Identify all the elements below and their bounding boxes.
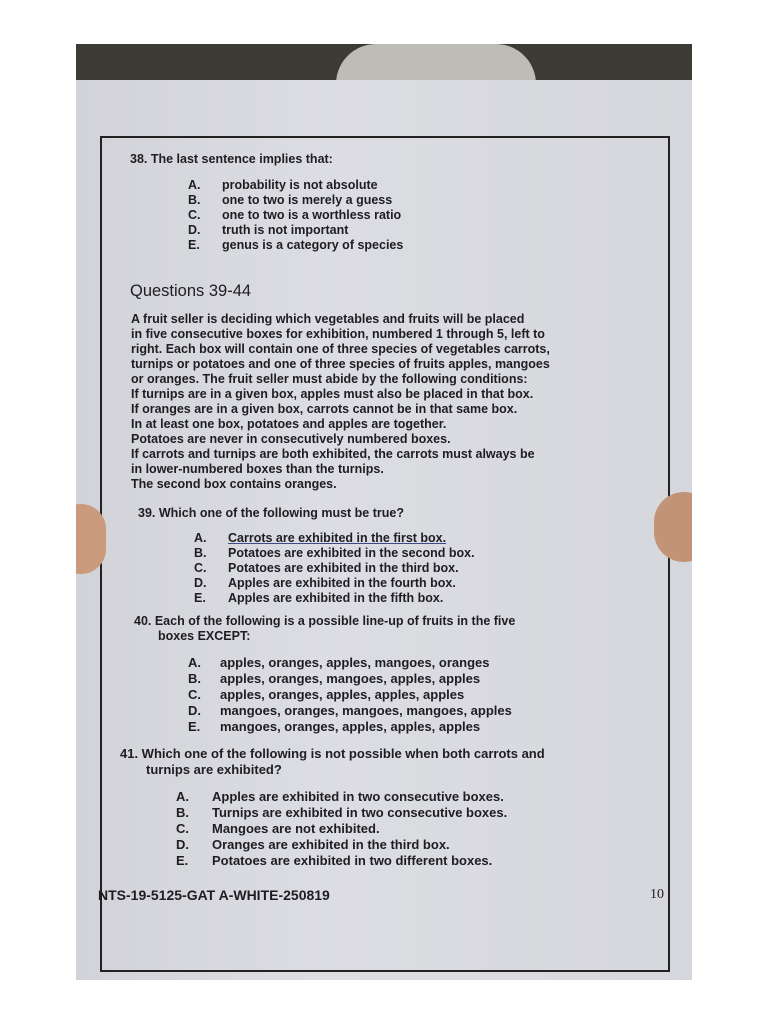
passage-line: In at least one box, potatoes and apples are together. [131,417,447,431]
passage-line: or oranges. The fruit seller must abide by the following conditions: [131,372,528,386]
passage-line: A fruit seller is deciding which vegetables and fruits will be placed [131,312,525,326]
passage-line: turnips or potatoes and one of three species of fruits apples, mangoes [131,357,550,371]
document-photo [76,44,692,980]
option-a: A. apples, oranges, apples, mangoes, oranges [188,655,490,670]
option-d: D. truth is not important [188,223,349,237]
option-b: B. Turnips are exhibited in two consecutive boxes. [176,805,508,820]
footer-code: NTS-19-5125-GAT A-WHITE-250819 [98,887,330,903]
passage [131,312,550,492]
question-39: 39. Which one of the following must be true? [138,506,404,520]
passage-line: in lower-numbered boxes than the turnips. [131,462,384,476]
option-c: C. one to two is a worthless ratio [188,208,402,222]
question-40-options [188,655,512,735]
option-e: E. genus is a category of species [188,238,404,252]
option-a: A. Carrots are exhibited in the first box. [194,531,447,545]
option-b: B. Potatoes are exhibited in the second box. [194,546,475,560]
question-39-options [194,531,475,606]
passage-line: in five consecutive boxes for exhibition, numbered 1 through 5, left to [131,327,545,341]
option-a: A. probability is not absolute [188,178,378,192]
passage-line: If turnips are in a given box, apples must also be placed in that box. [131,387,534,401]
passage-line: The second box contains oranges. [131,477,337,491]
option-d: D. Apples are exhibited in the fourth box. [194,576,456,590]
page-number: 10 [650,887,664,902]
question-41-line2: turnips are exhibited? [146,762,282,777]
section-heading: Questions 39-44 [130,282,252,300]
question-41-options [176,789,507,869]
option-d: D. mangoes, oranges, mangoes, mangoes, apples [188,703,512,718]
option-e: E. Potatoes are exhibited in two different boxes. [176,853,493,868]
passage-line: Potatoes are never in consecutively numbered boxes. [131,432,451,446]
question-40-line2: boxes EXCEPT: [158,629,251,643]
option-e: E. Apples are exhibited in the fifth box. [194,591,444,605]
option-b: B. apples, oranges, mangoes, apples, apples [188,671,481,686]
question-38-options [188,178,403,253]
passage-line: If carrots and turnips are both exhibited, the carrots must always be [131,447,535,461]
option-b: B. one to two is merely a guess [188,193,393,207]
passage-line: If oranges are in a given box, carrots cannot be in that same box. [131,402,518,416]
question-40-line1: 40. Each of the following is a possible line-up of fruits in the five [134,614,516,628]
passage-line: right. Each box will contain one of three species of vegetables carrots, [131,342,550,356]
option-c: C. apples, oranges, apples, apples, apples [188,687,465,702]
option-d: D. Oranges are exhibited in the third box. [176,837,450,852]
option-a: A. Apples are exhibited in two consecutive boxes. [176,789,504,804]
option-c: C. Potatoes are exhibited in the third box. [194,561,459,575]
question-41-line1: 41. Which one of the following is not possible when both carrots and [120,746,545,761]
option-e: E. mangoes, oranges, apples, apples, apples [188,719,481,734]
option-c: C. Mangoes are not exhibited. [176,821,380,836]
question-38: 38. The last sentence implies that: [130,152,333,166]
